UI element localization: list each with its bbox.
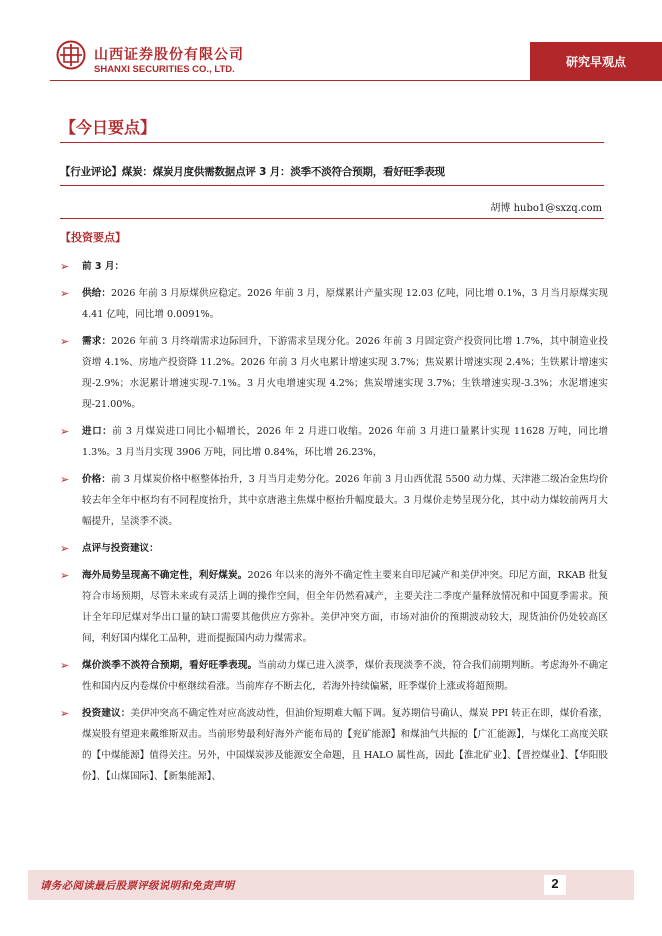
bullet-text: 2026 年前 3 月终端需求边际回升，下游需求呈现分化。2026 年前 3 月固定资产投资同比增 1.7%，其中制造业投资增 4.1%、房地产投资降 11.2%。2026 年前 3 月火电累计增速实现 3.7%；焦炭累计增速实现 2.4%；生铁累计增速实现-2.9%；水泥累计增速实现-7.1%。3 月火电增速实现 4.2%；焦炭增速实现 3.7%；生铁增速实现-3.3%；水泥增速实现-21.00%。	[82, 336, 608, 410]
list-item	[60, 655, 608, 697]
headline-divider	[60, 185, 604, 186]
list-item	[60, 331, 608, 415]
arrow-bullet-icon: ➢	[60, 707, 70, 720]
bullet-text: 2026 年前 3 月原煤供应稳定。2026 年前 3 月，原煤累计产量实现 12.03 亿吨，同比增 0.1%，3 月当月原煤实现 4.41 亿吨，同比增 0.0091%。	[82, 288, 609, 320]
author-info: 胡博 hubo1@sxzq.com	[490, 203, 602, 214]
arrow-bullet-icon: ➢	[60, 659, 70, 672]
bullet-label: 供给：	[82, 288, 111, 299]
arrow-bullet-icon: ➢	[60, 335, 70, 348]
list-item	[60, 283, 608, 325]
report-type-label: 研究早观点	[565, 55, 626, 69]
bullet-label: 投资建议：	[82, 708, 131, 719]
arrow-bullet-icon: ➢	[60, 425, 70, 438]
bullet-text: 前 3 月煤炭价格中枢整体抬升，3 月当月走势分化。2026 年前 3 月山西优混 5500 动力煤、天津港二级冶金焦均价较去年全年中枢均有不同程度抬升，其中京唐港主焦煤中枢抬升幅度最大。3 月煤价走势呈现分化，其中动力煤较前两月大幅提升，呈淡季不淡。	[82, 474, 609, 527]
arrow-bullet-icon: ➢	[60, 569, 70, 582]
investment-points-heading: 【投资要点】	[60, 231, 126, 244]
bullet-label: 前 3 月：	[82, 261, 125, 272]
bullet-text: 前 3 月煤炭进口同比小幅增长，2026 年 2 月进口收缩。2026 年前 3 月进口量累计实现 11628 万吨，同比增 1.3%。3 月当月实现 3906 万吨，同比增 0.84%，环比增 26.23%，	[82, 426, 609, 458]
company-logo-icon	[56, 40, 86, 70]
bullet-text: 美伊冲突高不确定性对应高波动性，但油价短期难大幅下调。复苏期信号确认，煤炭 PPI 转正在即，煤价看涨，煤炭股有望迎来戴维斯双击。当前形势最利好海外产能布局的【兖矿能源】和煤油气共振的【广汇能源】，与煤化工高度关联的【中煤能源】值得关注。另外，中国煤炭涉及能源安全命题，且 HALO 属性高，因此【淮北矿业】、【晋控煤业】、【华阳股份】、【山煤国际】、【新集能源】、	[82, 708, 609, 782]
bullet-text: 2026 年以来的海外不确定性主要来自印尼减产和美伊冲突。印尼方面，RKAB 批复符合市场预期，尽管未来或有灵活上调的操作空间，但全年仍然看减产，主要关注二季度产量释放情况和中国夏季需求。预计全年印尼煤对华出口量的缺口需要其他供应方弥补。美伊冲突方面，市场对油价的预期波动较大，现货油价仍处较高区间，利好国内煤化工品种，进而提振国内动力煤需求。	[82, 570, 609, 644]
bullet-label: 进口：	[82, 426, 113, 437]
list-item	[60, 256, 608, 277]
list-item	[60, 469, 608, 532]
section-title: 【今日要点】	[60, 118, 157, 137]
list-item	[60, 421, 608, 463]
header-divider	[50, 80, 530, 81]
page-header	[0, 0, 662, 96]
arrow-bullet-icon: ➢	[60, 287, 70, 300]
list-item	[60, 538, 608, 559]
bullet-label: 煤价淡季不淡符合预期，看好旺季表现。	[82, 660, 258, 671]
bullet-label: 点评与投资建议：	[82, 543, 159, 554]
bullet-label: 需求：	[82, 336, 112, 347]
company-name-en: SHANXI SECURITIES CO., LTD.	[94, 64, 235, 75]
arrow-bullet-icon: ➢	[60, 260, 70, 273]
arrow-bullet-icon: ➢	[60, 542, 70, 555]
bullet-label: 海外局势呈现高不确定性，利好煤炭。	[82, 570, 248, 581]
bullet-label: 价格：	[82, 474, 111, 485]
page-number: 2	[551, 876, 559, 891]
footer-disclaimer: 请务必阅读最后股票评级说明和免责声明	[40, 880, 235, 892]
section-divider	[60, 142, 604, 143]
article-headline: 【行业评论】煤炭：煤炭月度供需数据点评 3 月：淡季不淡符合预期，看好旺季表现	[60, 166, 445, 178]
arrow-bullet-icon: ➢	[60, 473, 70, 486]
company-name-cn: 山西证券股份有限公司	[94, 47, 244, 63]
bullet-text: 当前动力煤已进入淡季，煤价表现淡季不淡，符合我们前期判断。考虑海外不确定性和国内反内卷煤价中枢继续看涨。当前库存不断去化，若海外持续偏紧，旺季煤价上涨或将超预期。	[82, 660, 609, 692]
bullet-list	[60, 256, 608, 793]
report-type-tab	[530, 42, 662, 81]
list-item	[60, 703, 608, 787]
list-item	[60, 565, 608, 649]
author-divider	[60, 218, 604, 219]
